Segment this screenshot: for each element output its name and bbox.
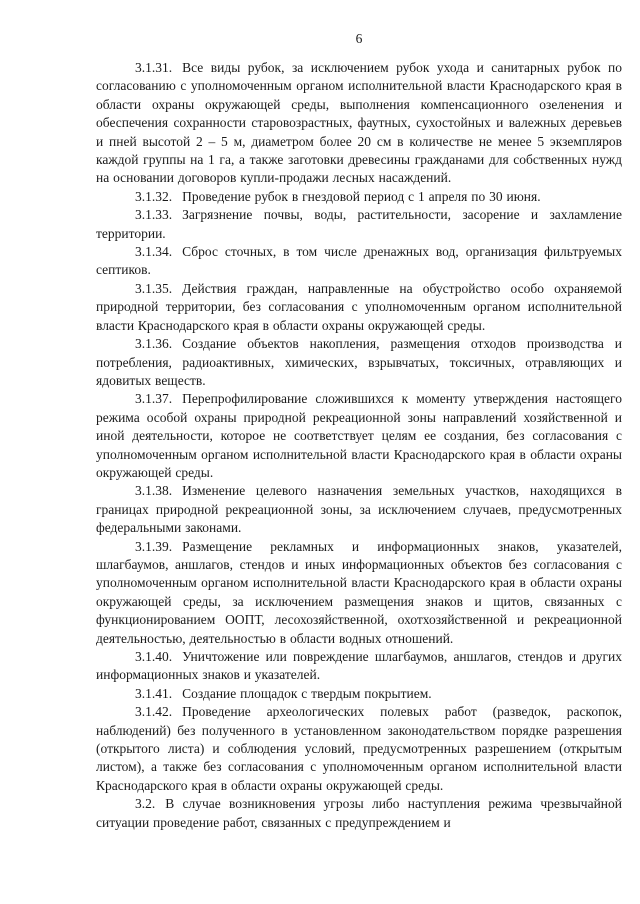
- paragraph-3-1-34: [96, 243, 622, 280]
- paragraph-text: Сброс сточных, в том числе дренажных вод, организация фильтруемых септиков.: [96, 244, 622, 278]
- paragraph-3-1-41: [96, 685, 622, 703]
- paragraph-number: 3.1.34.: [135, 244, 173, 260]
- paragraph-number: 3.1.40.: [135, 649, 173, 664]
- paragraph-number: 3.1.36.: [135, 336, 173, 352]
- paragraph-text: Размещение рекламных и информационных знаков, указателей, шлагбаумов, аншлагов, стендов и иных информационных объектов без согласования с уполномоченным органом исполнительной власти Краснодарского края в области охраны окружающей среды, за исключением размещения знаков и щитов, связанных с функционированием ООПТ, лесохозяйственной, охотхозяйственной и рекреационной деятельностью, деятельностью в области водных отношений.: [96, 538, 622, 646]
- paragraph-3-1-32: [96, 188, 622, 206]
- paragraph-text: Все виды рубок, за исключением рубок ухода и санитарных рубок по согласованию с уполномоченным органом исполнительной власти Краснодарского края в области охраны окружающей среды, выполнения компенсационного озеленения и обеспечения сохранности старовозрастных, фаутных, сухостойных и валежных деревьев и пней высотой 2 – 5 м, диаметром более 20 см в количестве не менее 5 экземпляров каждой группы на 1 га, а также заготовки древесины гражданами для собственных нужд на основании договоров купли-продажи лесных насаждений.: [96, 60, 622, 186]
- paragraph-3-1-31: [96, 59, 622, 188]
- paragraph-number: 3.1.33.: [135, 207, 173, 223]
- paragraph-number: 3.1.32.: [135, 188, 173, 204]
- paragraph-text: Перепрофилирование сложившихся к моменту утверждения настоящего режима особой охраны природной рекреационной зоны направлений хозяйственной и иной деятельности, которое не соответствует целям ее создания, без согласования с уполномоченным органом исполнительной власти Краснодарского края в области охраны окружающей среды.: [96, 391, 622, 480]
- paragraph-text: Загрязнение почвы, воды, растительности, засорение и захламление территории.: [96, 207, 622, 241]
- paragraph-number: 3.1.37.: [135, 391, 173, 407]
- paragraph-3-1-42: [96, 703, 622, 795]
- paragraph-text: Проведение рубок в гнездовой период с 1 апреля по 30 июня.: [182, 188, 541, 204]
- paragraph-3-1-40: [96, 648, 622, 685]
- paragraph-text: Проведение археологических полевых работ (разведок, раскопок, наблюдений) без полученного в установленном законодательством порядке разрешения (открытого листа) и соблюдения условий, предусмотренных разрешением (открытым листом), а также без согласования с уполномоченным органом исполнительной власти Краснодарского края в области охраны окружающей среды.: [96, 704, 622, 793]
- paragraph-3-1-38: [96, 482, 622, 537]
- document-body: [96, 59, 622, 832]
- paragraph-text: Действия граждан, направленные на обустройство особо охраняемой природной территории, без согласования с уполномоченным органом исполнительной власти Краснодарского края в области охраны окружающей среды.: [96, 280, 622, 333]
- paragraph-number: 3.2.: [135, 796, 156, 812]
- paragraph-number: 3.1.31.: [135, 60, 173, 75]
- paragraph-3-2: [96, 795, 622, 832]
- paragraph-number: 3.1.38.: [135, 483, 173, 499]
- paragraph-number: 3.1.41.: [135, 685, 173, 701]
- paragraph-3-1-37: [96, 390, 622, 482]
- paragraph-3-1-35: [96, 280, 622, 335]
- paragraph-text: Создание объектов накопления, размещения отходов производства и потребления, радиоактивных, химических, взрывчатых, токсичных, отравляющих и ядовитых веществ.: [96, 336, 622, 388]
- paragraph-3-1-33: [96, 206, 622, 243]
- paragraph-3-1-39: [96, 538, 622, 648]
- page-number: 6: [355, 31, 363, 46]
- paragraph-text: Создание площадок с твердым покрытием.: [182, 685, 432, 701]
- paragraph-number: 3.1.35.: [135, 280, 173, 296]
- paragraph-text: В случае возникновения угрозы либо наступления режима чрезвычайной ситуации проведение работ, связанных с предупреждением и: [96, 796, 622, 830]
- paragraph-3-1-36: [96, 335, 622, 390]
- paragraph-text: Изменение целевого назначения земельных участков, находящихся в границах природной рекреационной зоны, за исключением случаев, предусмотренных федеральными законами.: [96, 483, 622, 536]
- paragraph-number: 3.1.39.: [135, 538, 173, 554]
- paragraph-text: Уничтожение или повреждение шлагбаумов, аншлагов, стендов и других информационных знаков и указателей.: [96, 649, 622, 683]
- paragraph-number: 3.1.42.: [135, 704, 173, 720]
